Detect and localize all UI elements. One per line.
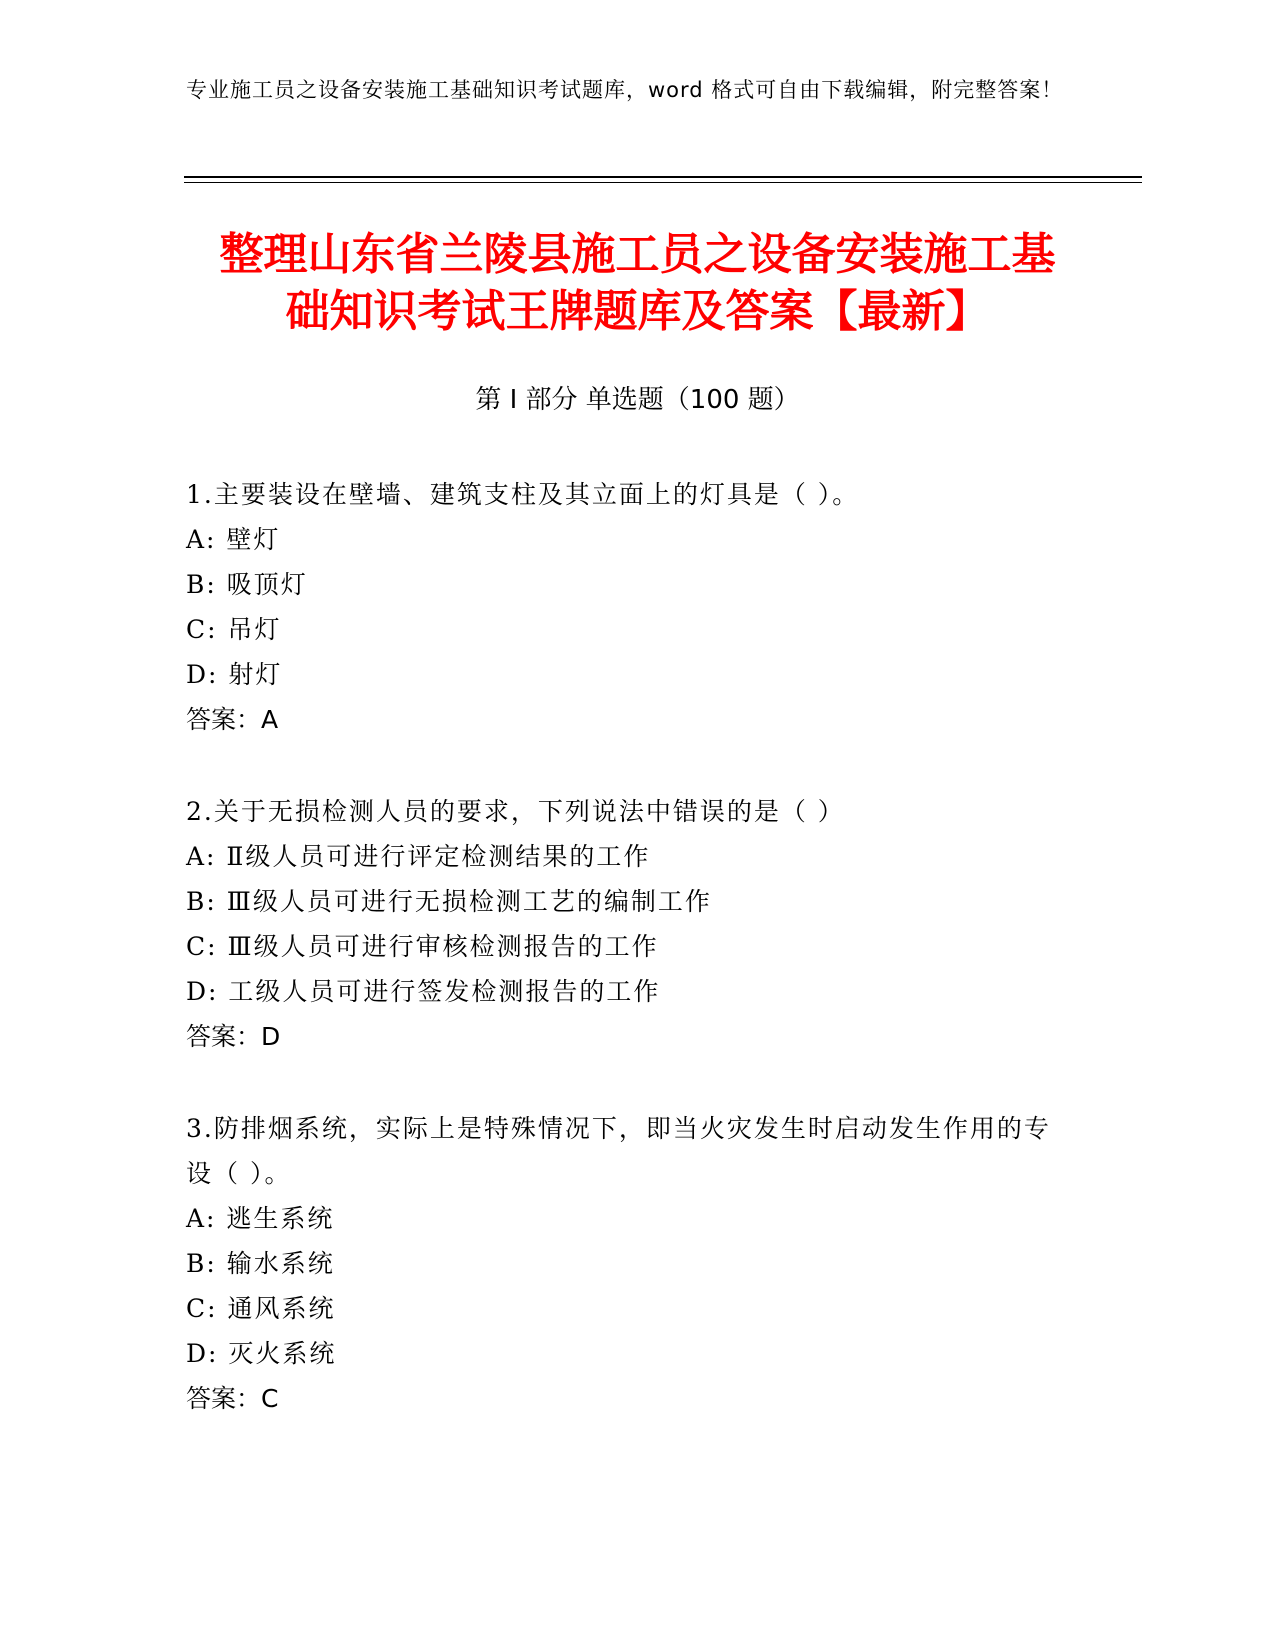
header-note: 专业施工员之设备安装施工基础知识考试题库，word 格式可自由下载编辑，附完整答案！ bbox=[186, 78, 1064, 102]
document-title-line-1: 整理山东省兰陵县施工员之设备安装施工基 bbox=[219, 229, 1056, 280]
option-d: D: 工级人员可进行签发检测报告的工作 bbox=[186, 977, 661, 1006]
question-stem: 3.防排烟系统，实际上是特殊情况下，即当火灾发生时启动发生作用的专设（ ）。 bbox=[186, 1114, 1051, 1188]
question-1 bbox=[186, 472, 1066, 742]
option-a: A: 逃生系统 bbox=[186, 1204, 335, 1233]
question-2 bbox=[186, 789, 1066, 1059]
question-3 bbox=[186, 1106, 1066, 1421]
option-a: A: Ⅱ级人员可进行评定检测结果的工作 bbox=[186, 842, 651, 871]
header-rule-thin bbox=[184, 182, 1142, 183]
question-stem: 2.关于无损检测人员的要求，下列说法中错误的是（ ） bbox=[186, 797, 845, 826]
option-c: C: 吊灯 bbox=[186, 615, 282, 644]
answer: 答案：D bbox=[186, 1022, 281, 1051]
option-b: B: 吸顶灯 bbox=[186, 570, 308, 599]
section-title: 第 I 部分 单选题（100 题） bbox=[475, 385, 800, 415]
option-b: B: Ⅲ级人员可进行无损检测工艺的编制工作 bbox=[186, 887, 712, 916]
option-c: C: Ⅲ级人员可进行审核检测报告的工作 bbox=[186, 932, 659, 961]
question-stem: 1.主要装设在壁墙、建筑支柱及其立面上的灯具是（ ）。 bbox=[186, 480, 860, 509]
option-c: C: 通风系统 bbox=[186, 1294, 336, 1323]
option-d: D: 射灯 bbox=[186, 660, 283, 689]
question-list bbox=[186, 472, 1066, 1468]
header-rule-thick bbox=[184, 176, 1142, 178]
document-title-line-2: 础知识考试王牌题库及答案【最新】 bbox=[285, 286, 990, 337]
answer: 答案：A bbox=[186, 705, 279, 734]
option-b: B: 输水系统 bbox=[186, 1249, 335, 1278]
document-title bbox=[120, 226, 1155, 340]
answer: 答案：C bbox=[186, 1384, 279, 1413]
option-a: A: 壁灯 bbox=[186, 525, 281, 554]
option-d: D: 灭火系统 bbox=[186, 1339, 337, 1368]
